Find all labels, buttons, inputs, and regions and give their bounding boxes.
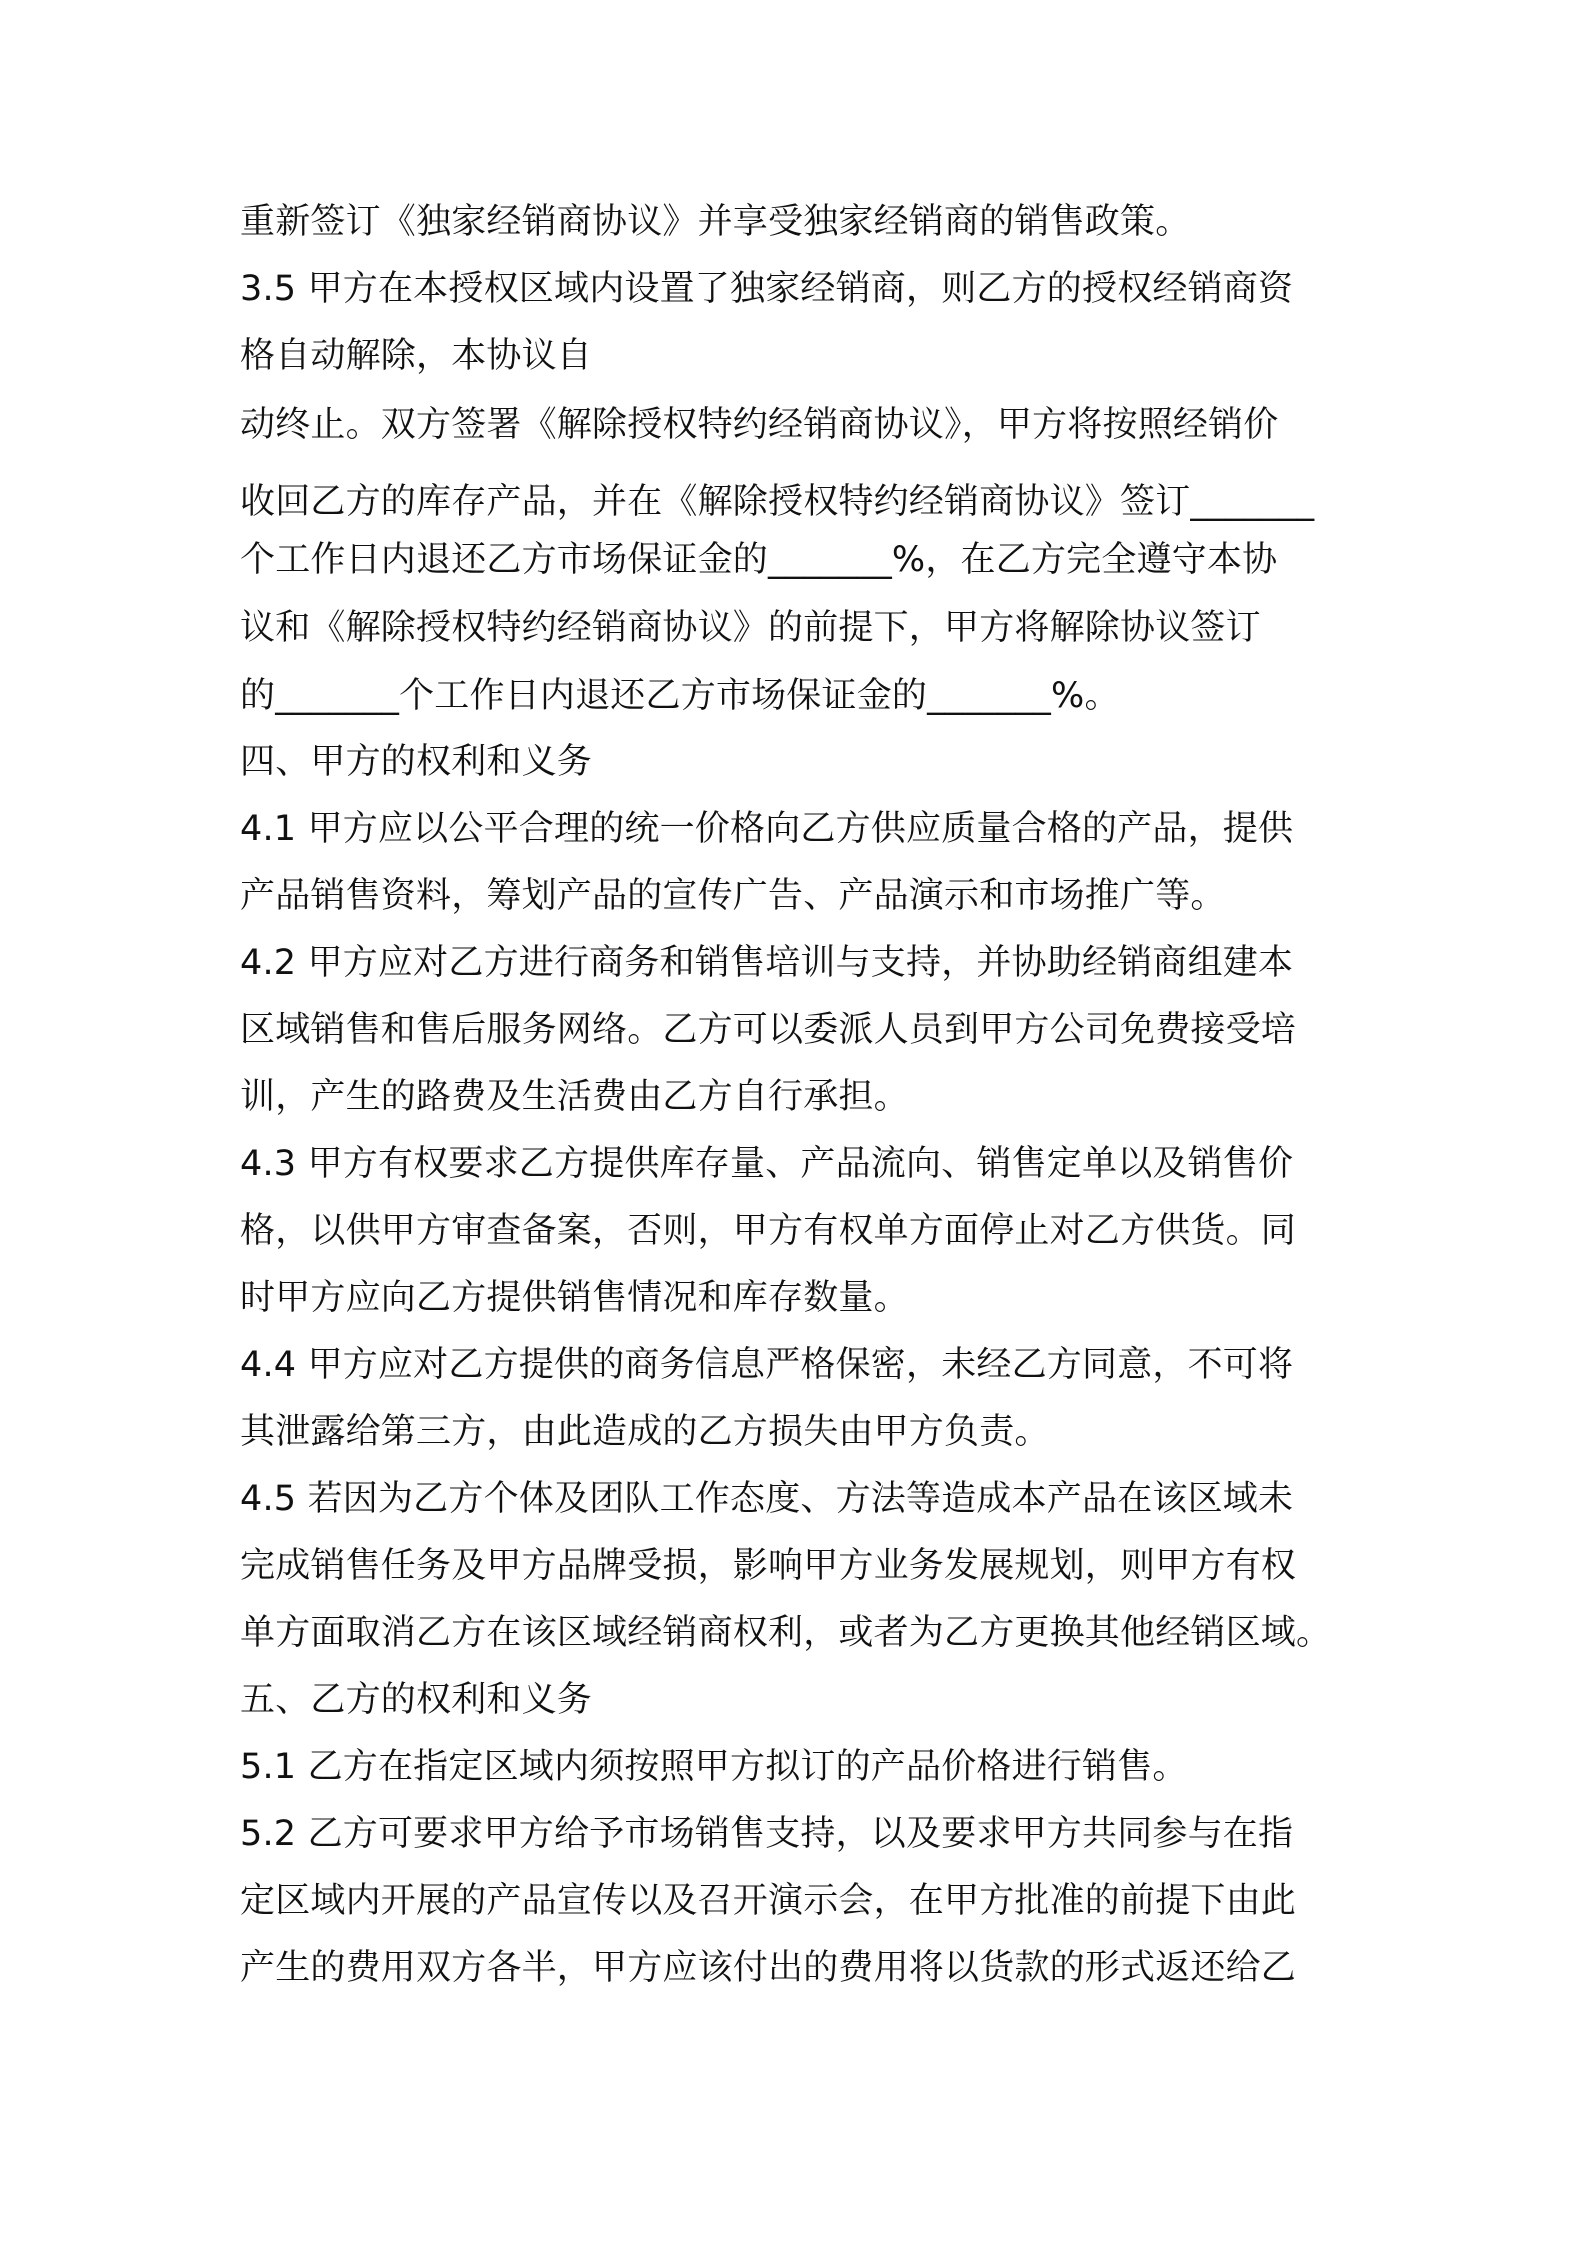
text-line: 格自动解除，本协议自 (240, 336, 593, 376)
text-line: 4.4 甲方应对乙方提供的商务信息严格保密，未经乙方同意，不可将 (240, 1345, 1294, 1385)
text-line: 其泄露给第三方，由此造成的乙方损失由甲方负责。 (240, 1412, 1050, 1452)
text-line: 4.3 甲方有权要求乙方提供库存量、产品流向、销售定单以及销售价 (240, 1144, 1294, 1184)
section-heading: 四、甲方的权利和义务 (240, 742, 593, 782)
text-line: 格，以供甲方审查备案，否则，甲方有权单方面停止对乙方供货。同 (240, 1211, 1297, 1251)
text-line: 3.5 甲方在本授权区域内设置了独家经销商，则乙方的授权经销商资 (240, 269, 1294, 309)
text-line: 收回乙方的库存产品，并在《解除授权特约经销商协议》签订_______ (240, 482, 1315, 522)
text-line: 时甲方应向乙方提供销售情况和库存数量。 (240, 1278, 909, 1318)
text-line: 训，产生的路费及生活费由乙方自行承担。 (240, 1077, 909, 1117)
text-line: 5.2 乙方可要求甲方给予市场销售支持，以及要求甲方共同参与在指 (240, 1814, 1294, 1854)
text-line: 4.1 甲方应以公平合理的统一价格向乙方供应质量合格的产品，提供 (240, 809, 1294, 849)
text-line: 个工作日内退还乙方市场保证金的_______%，在乙方完全遵守本协 (240, 540, 1278, 580)
text-line: 重新签订《独家经销商协议》并享受独家经销商的销售政策。 (240, 202, 1191, 242)
text-line: 定区域内开展的产品宣传以及召开演示会，在甲方批准的前提下由此 (240, 1881, 1297, 1921)
text-line: 完成销售任务及甲方品牌受损，影响甲方业务发展规划，则甲方有权 (240, 1546, 1297, 1586)
text-line: 5.1 乙方在指定区域内须按照甲方拟订的产品价格进行销售。 (240, 1747, 1188, 1787)
text-line: 4.2 甲方应对乙方进行商务和销售培训与支持，并协助经销商组建本 (240, 943, 1294, 983)
text-line: 单方面取消乙方在该区域经销商权利，或者为乙方更换其他经销区域。 (240, 1613, 1332, 1653)
text-line: 议和《解除授权特约经销商协议》的前提下，甲方将解除协议签订 (240, 608, 1261, 648)
text-line: 的_______个工作日内退还乙方市场保证金的_______%。 (240, 676, 1120, 716)
text-line: 产生的费用双方各半，甲方应该付出的费用将以货款的形式返还给乙 (240, 1948, 1297, 1988)
text-line: 4.5 若因为乙方个体及团队工作态度、方法等造成本产品在该区域未 (240, 1479, 1294, 1519)
text-line: 动终止。双方签署《解除授权特约经销商协议》，甲方将按照经销价 (240, 405, 1279, 445)
text-line: 产品销售资料，筹划产品的宣传广告、产品演示和市场推广等。 (240, 876, 1226, 916)
section-heading: 五、乙方的权利和义务 (240, 1680, 593, 1720)
text-line: 区域销售和售后服务网络。乙方可以委派人员到甲方公司免费接受培 (240, 1010, 1297, 1050)
